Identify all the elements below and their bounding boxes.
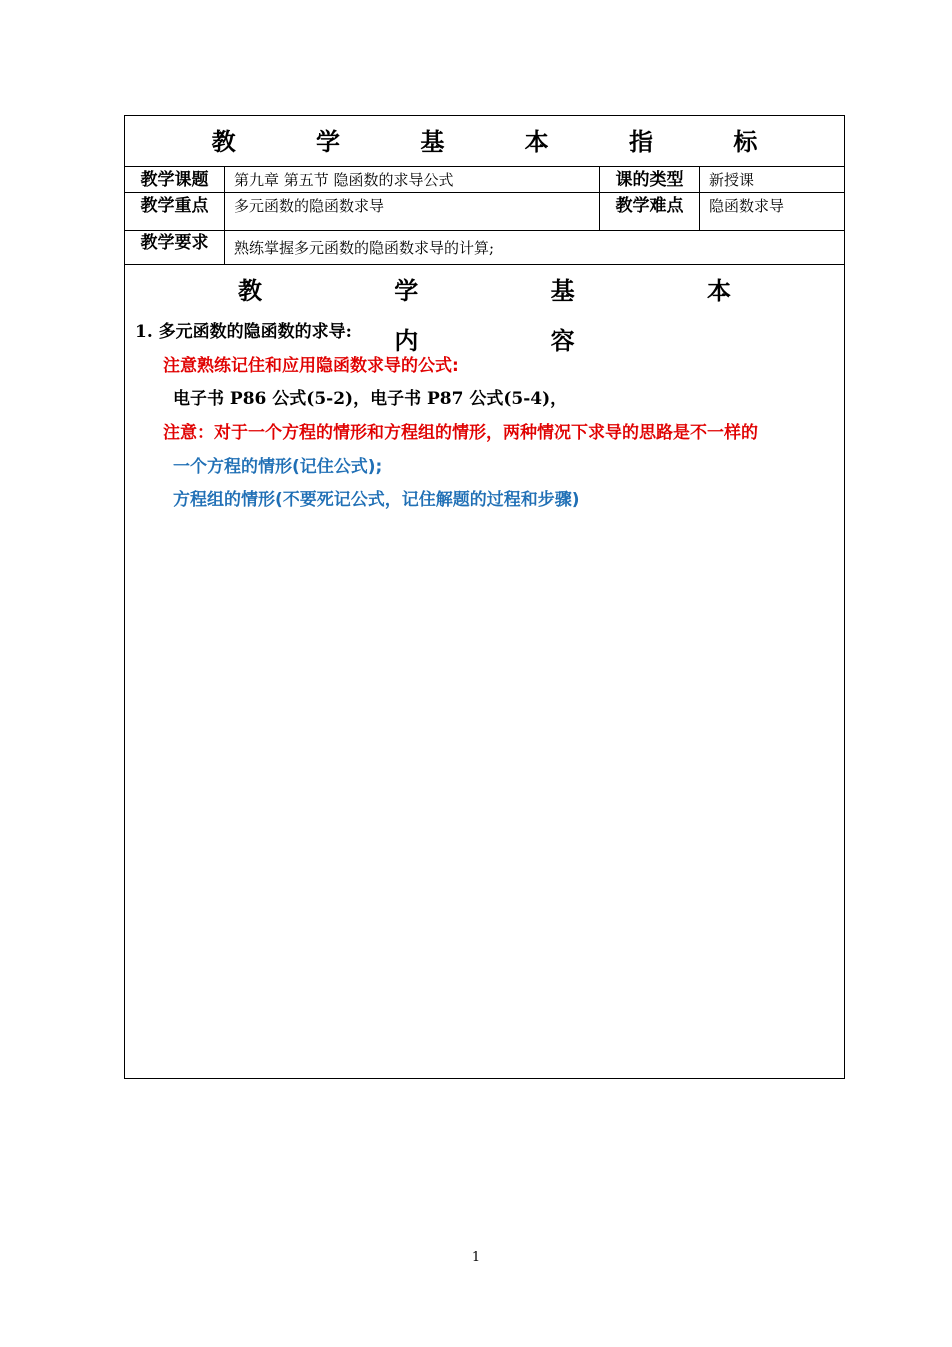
type-value: 新授课 — [709, 171, 755, 189]
key-label: 教学重点 — [125, 193, 225, 230]
requirement-label: 教学要求 — [125, 231, 225, 264]
lesson-plan-table — [124, 115, 845, 1079]
requirement-value: 熟练掌握多元函数的隐函数求导的计算; — [234, 239, 495, 257]
key-row — [125, 193, 844, 231]
difficulty-value: 隐函数求导 — [709, 197, 785, 215]
key-value: 多元函数的隐函数求导 — [225, 193, 600, 230]
section-heading: 1. 多元函数的隐函数的求导: — [135, 322, 352, 342]
topic-row — [125, 167, 844, 193]
case-single-equation: 一个方程的情形(记住公式); — [173, 457, 383, 477]
note-two-cases: 注意：对于一个方程的情形和方程组的情形，两种情况下求导的思路是不一样的 — [163, 423, 758, 443]
case-equation-system: 方程组的情形(不要死记公式，记住解题的过程和步骤) — [173, 490, 580, 510]
table-title: 教 学 基 本 指 标 — [211, 128, 794, 156]
content-title: 教 学 基 本 内 容 — [237, 277, 794, 355]
ebook-references: 电子书 P86 公式(5-2)，电子书 P87 公式(5-4)， — [173, 389, 568, 409]
note-formulas: 注意熟练记住和应用隐函数求导的公式: — [163, 356, 459, 376]
type-label: 课的类型 — [600, 167, 700, 192]
difficulty-label: 教学难点 — [600, 193, 700, 230]
topic-value: 第九章 第五节 隐函数的求导公式 — [225, 167, 600, 192]
title-row — [125, 116, 844, 167]
requirement-row — [125, 231, 844, 265]
topic-label: 教学课题 — [125, 167, 225, 192]
page-number: 1 — [471, 1250, 481, 1265]
